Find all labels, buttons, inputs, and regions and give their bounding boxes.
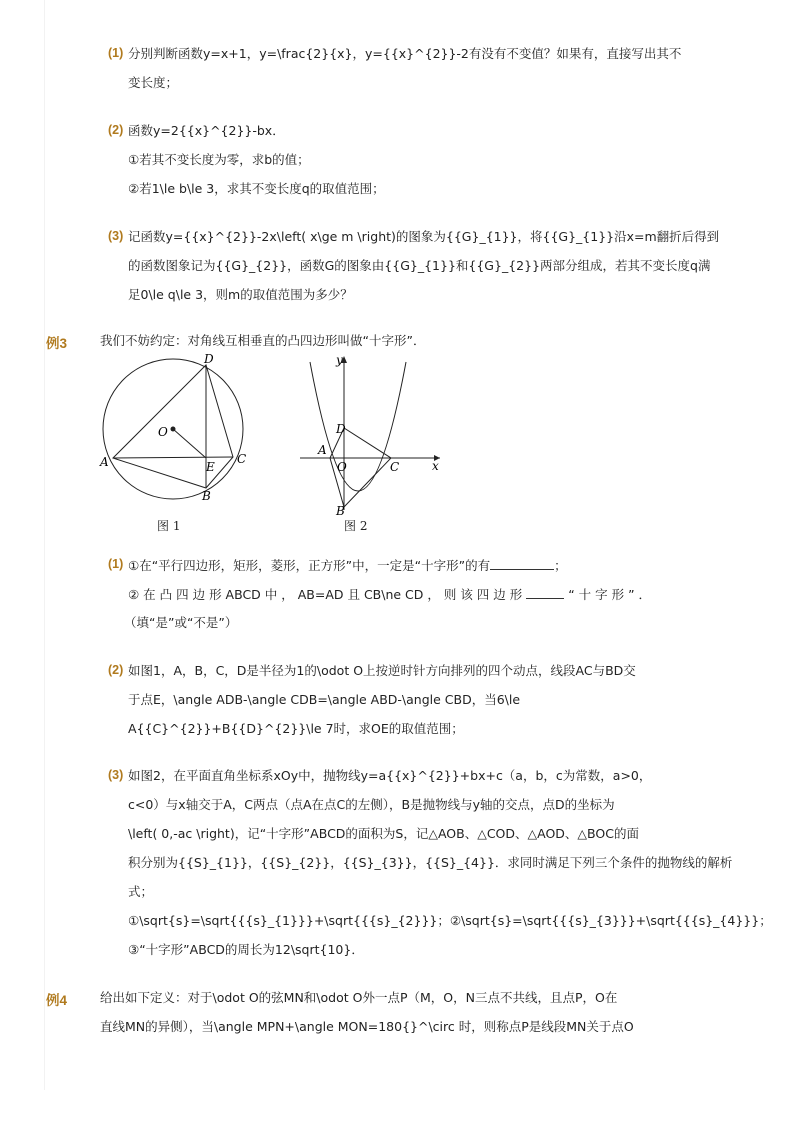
text-line: 分别判断函数y=x+1，y=\frac{2}{x}，y={{x}^{2}}-2有没有不变值？如果有，直接写出其不 xyxy=(128,46,682,61)
text-line: 函数y=2{{x}^{2}}-bx． xyxy=(128,123,285,138)
text-line: 式； xyxy=(128,884,154,899)
text-line: （填“是”或“不是”） xyxy=(124,615,238,630)
point-label-o: O xyxy=(337,460,347,474)
text-line xyxy=(128,557,567,574)
text-line: 如图2，在平面直角坐标系xOy中，抛物线y=a{{x}^{2}}+bx+c（a，b，c为常数，a>0， xyxy=(128,768,652,783)
text-line: 记函数y={{x}^{2}}-2x\left( x\ge m \right)的图象为{{G}_{1}}，将{{G}_{1}}沿x=m翻折后得到 xyxy=(128,229,720,244)
answer-blank[interactable] xyxy=(490,557,554,570)
text-line: 变长度； xyxy=(128,75,179,90)
point-label-a: A xyxy=(100,455,109,469)
axis-label-x: x xyxy=(432,459,439,473)
text-line xyxy=(128,586,651,603)
part-number: (3) xyxy=(108,229,124,243)
point-label-a: A xyxy=(318,443,327,457)
example-3-intro: 我们不妨约定：对角线互相垂直的凸四边形叫做“十字形”． xyxy=(100,333,426,348)
point-label-c: C xyxy=(390,460,400,474)
text-line: ①\sqrt{s}=\sqrt{{{s}_{1}}}+\sqrt{{{s}_{2}}}；②\sqrt{s}=\sqrt{{{s}_{3}}}+\sqrt{{{s}_{4}}}； xyxy=(128,913,772,928)
center-point-o xyxy=(171,427,176,432)
point-label-c: C xyxy=(237,452,247,466)
part-number: (1) xyxy=(108,557,124,571)
left-margin-rule xyxy=(44,0,45,1090)
text-fragment: ； xyxy=(554,558,567,573)
text-line: A{{C}^{2}}+B{{D}^{2}}\le 7时，求OE的取值范围； xyxy=(128,721,464,736)
text-line: 的函数图象记为{{G}_{2}}，函数G的图象由{{G}_{1}}和{{G}_{2}}两部分组成，若其不变长度q满 xyxy=(128,258,711,273)
point-label-b: B xyxy=(202,489,211,503)
part-number: (2) xyxy=(108,123,124,137)
figure-1 xyxy=(98,350,258,510)
text-line: 于点E，\angle ADB-\angle CDB=\angle ABD-\angle CBD，当6\le xyxy=(128,692,521,707)
text-line: 积分别为{{S}_{1}}，{{S}_{2}}，{{S}_{3}}，{{S}_{4}}．求同时满足下列三个条件的抛物线的解析 xyxy=(128,855,733,870)
point-label-e: E xyxy=(206,460,215,474)
text-line: c<0）与x轴交于A，C两点（点A在点C的左侧），B是抛物线与y轴的交点，点D的坐标为 xyxy=(128,797,615,812)
point-label-d: D xyxy=(336,422,346,436)
text-line: 足0\le q\le 3，则m的取值范围为多少？ xyxy=(128,287,353,302)
part-number: (2) xyxy=(108,663,124,677)
axis-label-y: y xyxy=(336,353,343,367)
text-fragment: “ 十 字 形 ” ． xyxy=(568,587,652,602)
figure-2 xyxy=(296,350,456,520)
segment-oe xyxy=(173,429,206,458)
point-label-o: O xyxy=(158,425,168,439)
text-fragment: ② 在 凸 四 边 形 ABCD 中 ， AB=AD 且 CB\ne CD ， 则 该 四 边 形 xyxy=(128,587,523,602)
text-fragment: ①在“平行四边形，矩形，菱形，正方形”中，一定是“十字形”的有 xyxy=(128,558,491,573)
text-line: \left( 0,-ac \right)，记“十字形”ABCD的面积为S，记△AOB、△COD、△AOD、△BOC的面 xyxy=(128,826,639,841)
text-line: 给出如下定义：对于\odot O的弦MN和\odot O外一点P（M，O，N三点不共线，且点P，O在 xyxy=(100,990,618,1005)
text-line: 直线MN的异侧），当\angle MPN+\angle MON=180{}^\circ 时，则称点P是线段MN关于点O xyxy=(100,1019,634,1034)
figure-1-caption: 图 1 xyxy=(157,519,181,533)
example-4-label: 例4 xyxy=(46,993,68,1008)
figure-2-caption: 图 2 xyxy=(344,519,368,533)
part-number: (3) xyxy=(108,768,124,782)
answer-blank[interactable] xyxy=(526,586,564,599)
text-line: ③“十字形”ABCD的周长为12\sqrt{10}． xyxy=(128,942,364,957)
text-line: ②若1\le b\le 3，求其不变长度q的取值范围； xyxy=(128,181,385,196)
part-number: (1) xyxy=(108,46,124,60)
point-label-b: B xyxy=(336,504,345,518)
point-label-d: D xyxy=(204,352,214,366)
segment-ac xyxy=(113,457,233,458)
text-line: 如图1，A，B，C，D是半径为1的\odot O上按逆时针方向排列的四个动点，线段AC与BD交 xyxy=(128,663,636,678)
example-3-label: 例3 xyxy=(46,336,68,351)
text-line: ①若其不变长度为零，求b的值； xyxy=(128,152,310,167)
